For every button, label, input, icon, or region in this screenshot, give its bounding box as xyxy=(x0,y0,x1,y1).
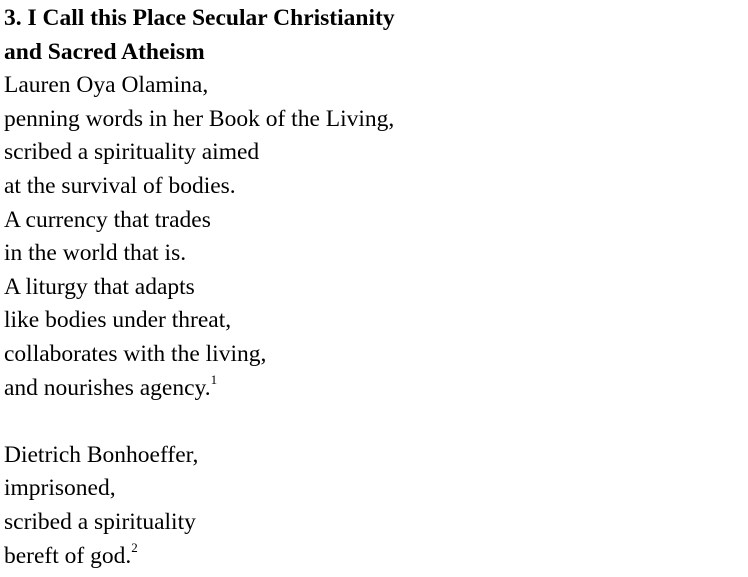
poem-line: A liturgy that adapts xyxy=(4,273,195,300)
stanza-2 xyxy=(4,439,744,573)
poem-line: A currency that trades xyxy=(4,206,211,233)
poem-line: penning words in her Book of the Living, xyxy=(4,105,395,132)
poem-line: scribed a spirituality aimed xyxy=(4,139,260,166)
poem-line-text: bereft of god. xyxy=(4,542,132,569)
section-title-line-2: and Sacred Atheism xyxy=(4,38,205,65)
poem-line: collaborates with the living, xyxy=(4,340,267,367)
poem-line: in the world that is. xyxy=(4,240,187,267)
poem-line: Dietrich Bonhoeffer, xyxy=(4,441,199,468)
poem-line: imprisoned, xyxy=(4,475,116,502)
poem-line: Lauren Oya Olamina, xyxy=(4,72,209,99)
poem-line-with-footnote xyxy=(4,372,744,406)
poem-line: at the survival of bodies. xyxy=(4,172,236,199)
poem-line-with-footnote xyxy=(4,540,744,574)
poem xyxy=(4,2,744,573)
section-title-line-1: 3. I Call this Place Secular Christianity xyxy=(4,5,395,31)
poem-line-text: and nourishes agency. xyxy=(4,374,211,401)
poem-line: scribed a spirituality xyxy=(4,508,196,535)
stanza-1 xyxy=(4,69,744,405)
footnote-marker-2[interactable]: 2 xyxy=(131,539,138,555)
poem-line: like bodies under threat, xyxy=(4,307,232,334)
stanza-break xyxy=(4,405,744,439)
footnote-marker-1[interactable]: 1 xyxy=(210,371,218,387)
